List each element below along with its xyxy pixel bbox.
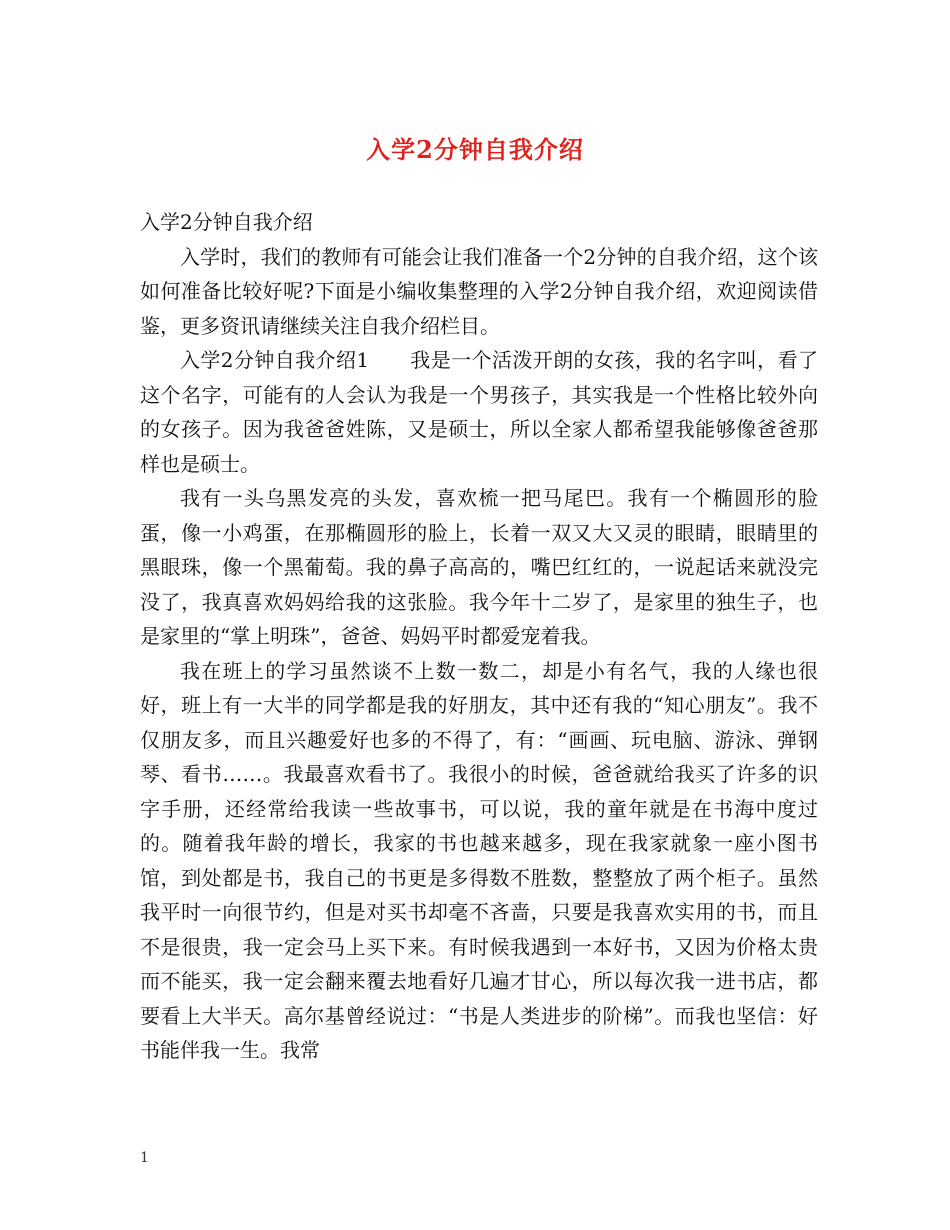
paragraph-3: 我在班上的学习虽然谈不上数一数二，却是小有名气，我的人缘也很好，班上有一大半的同学都是我的好朋友，其中还有我的“知心朋友”。我不仅朋友多，而且兴趣爱好也多的不得了，有：“画画、玩电脑、游泳、弹钢琴、看书……。我最喜欢看书了。我很小的时候，爸爸就给我买了许多的识字手册，还经常给我读一些故事书，可以说，我的童年就是在书海中度过的。随着我年龄的增长，我家的书也越来越多，现在我家就象一座小图书馆，到处都是书，我自己的书更是多得数不胜数，整整放了两个柜子。虽然我平时一向很节约，但是对买书却毫不吝啬，只要是我喜欢实用的书，而且不是很贵，我一定会马上买下来。有时候我遇到一本好书，又因为价格太贵而不能买，我一定会翻来覆去地看好几遍才甘心，所以每次我一进书店，都要看上大半天。高尔基曾经说过：“书是人类进步的阶梯”。而我也坚信：好书能伴我一生。我常 bbox=[140, 658, 818, 1062]
paragraph-intro: 入学时，我们的教师有可能会让我们准备一个2分钟的自我介绍，这个该如何准备比较好呢?下面是小编收集整理的入学2分钟自我介绍，欢迎阅读借鉴，更多资讯请继续关注自我介绍栏目。 bbox=[140, 244, 818, 338]
document-subtitle: 入学2分钟自我介绍 bbox=[140, 210, 313, 234]
page-number: 1 bbox=[140, 1150, 149, 1166]
document-title: 入学2分钟自我介绍 bbox=[366, 135, 584, 164]
document-body bbox=[140, 205, 818, 1068]
paragraph-2: 我有一头乌黑发亮的头发，喜欢梳一把马尾巴。我有一个椭圆形的脸蛋，像一小鸡蛋，在那椭圆形的脸上，长着一双又大又灵的眼睛，眼睛里的黑眼珠，像一个黑葡萄。我的鼻子高高的，嘴巴红红的，一说起话来就没完没了，我真喜欢妈妈给我的这张脸。我今年十二岁了，是家里的独生子，也是家里的“掌上明珠”，爸爸、妈妈平时都爱宠着我。 bbox=[140, 486, 818, 648]
paragraph-1: 入学2分钟自我介绍1 我是一个活泼开朗的女孩，我的名字叫，看了这个名字，可能有的人会认为我是一个男孩子，其实我是一个性格比较外向的女孩子。因为我爸爸姓陈，又是硕士，所以全家人都希望我能够像爸爸那样也是硕士。 bbox=[140, 348, 818, 476]
